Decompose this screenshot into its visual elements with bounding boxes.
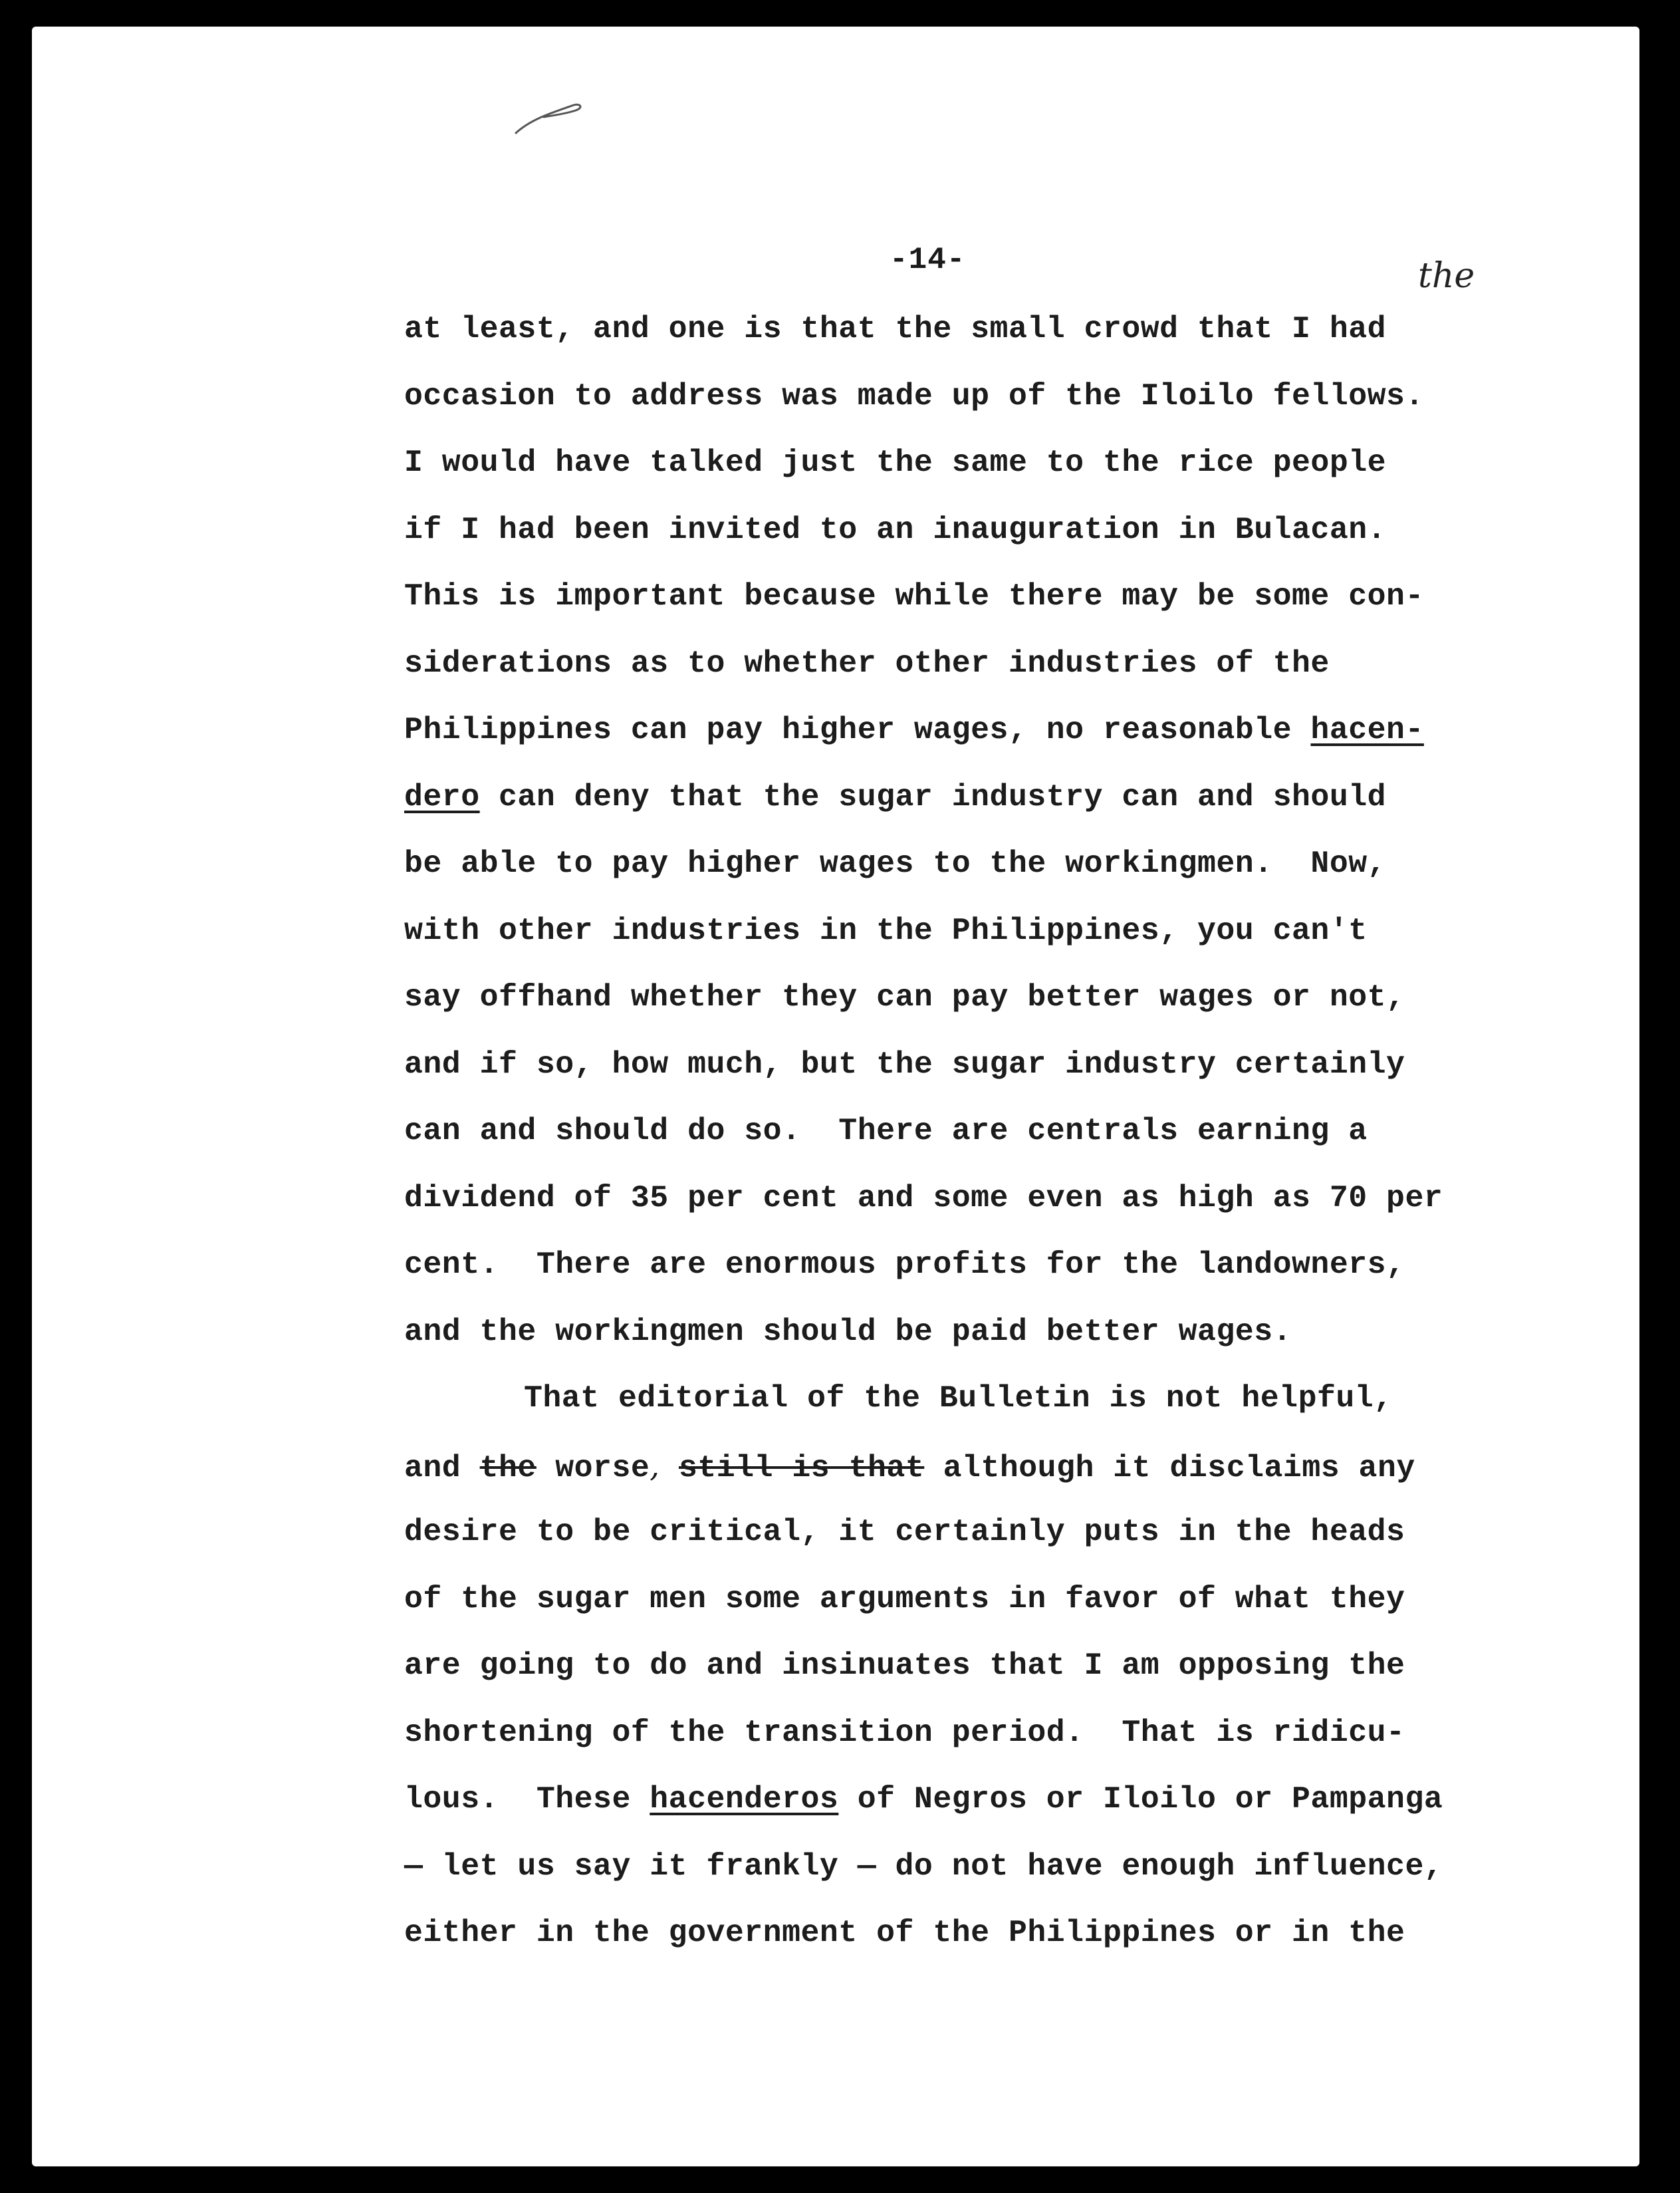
underlined-term: hacenderos (650, 1781, 839, 1817)
text-segment: of Negros or Iloilo or Pampanga (838, 1781, 1443, 1817)
text-segment: and if so, how much, but the sugar industry certainly (404, 1046, 1405, 1082)
text-segment: at least, and one is that the small crowd that I had (404, 311, 1387, 346)
text-line (404, 1642, 1534, 1710)
text-line (404, 1108, 1534, 1175)
text-segment: cent. There are enormous profits for the landowners, (404, 1247, 1405, 1282)
text-segment: occasion to address was made up of the Iloilo fellows. (404, 378, 1424, 414)
text-segment (660, 1450, 679, 1485)
text-line (404, 1175, 1534, 1242)
text-line (404, 1241, 1534, 1309)
text-line (404, 908, 1534, 975)
text-line (404, 640, 1534, 708)
text-segment: dividend of 35 per cent and some even as high as 70 per (404, 1180, 1443, 1216)
text-line (404, 1710, 1534, 1777)
text-segment: That editorial of the Bulletin is not helpful, (524, 1380, 1393, 1416)
text-line (404, 1442, 1534, 1509)
page-number: -14- (890, 243, 966, 277)
text-segment: This is important because while there may be some con- (404, 579, 1424, 614)
text-segment: can deny that the sugar industry can and should (479, 779, 1387, 815)
document-page (32, 27, 1639, 2166)
text-line (404, 1776, 1534, 1843)
text-segment: — let us say it frankly — do not have enough influence, (404, 1848, 1443, 1884)
text-segment: I would have talked just the same to the rice people (404, 445, 1387, 480)
text-line (404, 974, 1534, 1041)
text-line (404, 1375, 1534, 1442)
text-segment: worse (536, 1450, 650, 1485)
text-segment: and the workingmen should be paid better wages. (404, 1313, 1292, 1349)
text-line (404, 840, 1534, 908)
struck-text: the (479, 1450, 537, 1485)
text-segment: Philippines can pay higher wages, no reasonable (404, 712, 1311, 747)
underlined-term: dero (404, 779, 480, 815)
text-line (404, 1309, 1534, 1376)
handwritten-insert: the (1418, 256, 1475, 296)
text-segment: shortening of the transition period. That is ridicu- (404, 1714, 1405, 1750)
text-segment: and (404, 1450, 480, 1485)
pencil-mark-icon (511, 100, 590, 140)
typed-body-text (404, 306, 1534, 1977)
text-line (404, 1576, 1534, 1643)
insert-mark: , (650, 1447, 660, 1484)
struck-text: still is that (678, 1450, 925, 1485)
text-segment: lous. These (404, 1781, 650, 1817)
text-line (404, 1509, 1534, 1576)
text-segment: siderations as to whether other industries of the (404, 645, 1330, 681)
text-line (404, 774, 1534, 841)
text-segment: say offhand whether they can pay better wages or not, (404, 979, 1405, 1015)
text-segment: be able to pay higher wages to the workingmen. Now, (404, 846, 1387, 881)
text-segment: desire to be critical, it certainly puts in the heads (404, 1514, 1405, 1549)
text-line (404, 1843, 1534, 1910)
text-segment: either in the government of the Philippines or in the (404, 1915, 1405, 1950)
text-line (404, 1910, 1534, 1977)
text-segment: if I had been invited to an inauguration in Bulacan. (404, 511, 1387, 547)
underlined-term: hacen- (1310, 712, 1424, 747)
text-line (404, 440, 1534, 507)
text-line (404, 573, 1534, 640)
text-segment: although it disclaims any (924, 1450, 1415, 1485)
text-segment: can and should do so. There are centrals earning a (404, 1113, 1368, 1148)
text-segment: of the sugar men some arguments in favor of what they (404, 1581, 1405, 1616)
text-segment: are going to do and insinuates that I am opposing the (404, 1648, 1405, 1683)
text-line (404, 306, 1534, 373)
text-line (404, 507, 1534, 574)
text-line (404, 707, 1534, 774)
text-segment: with other industries in the Philippines, you can't (404, 912, 1368, 948)
text-line (404, 373, 1534, 440)
text-line (404, 1041, 1534, 1108)
